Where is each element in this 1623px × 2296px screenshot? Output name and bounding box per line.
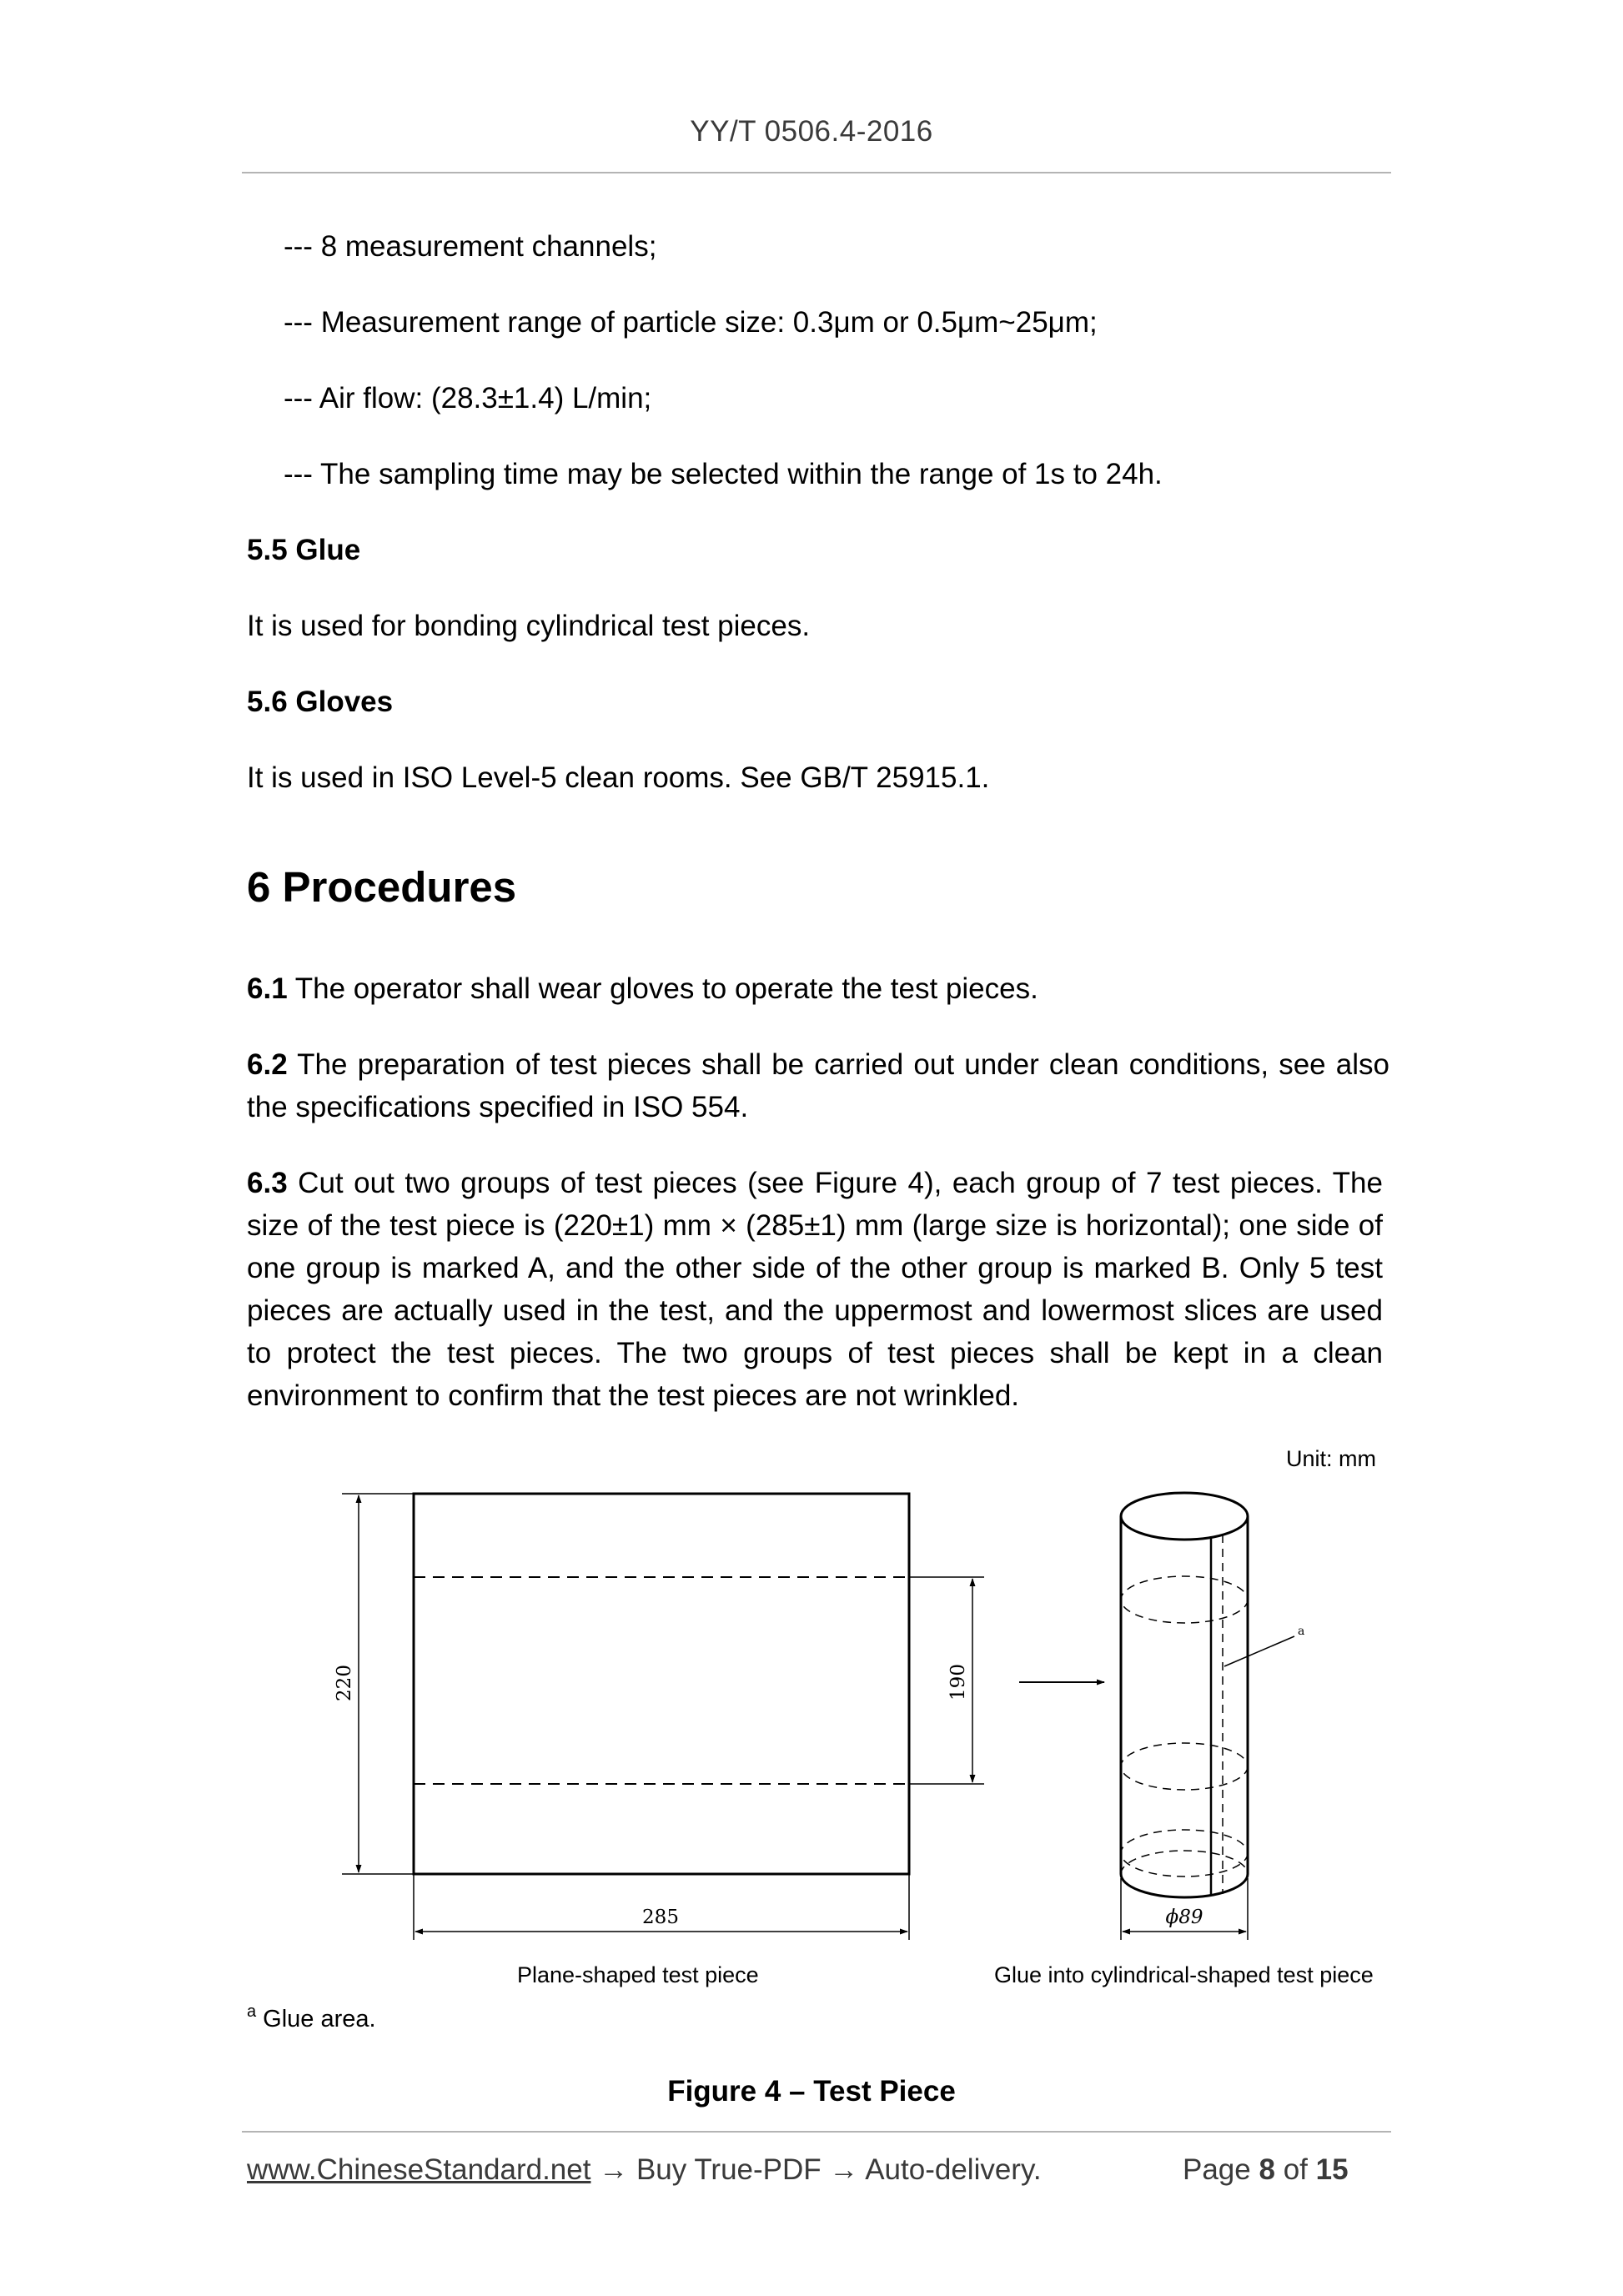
page-label: Page: [1183, 2153, 1251, 2186]
figure-title: Figure 4 – Test Piece: [667, 2075, 956, 2108]
clause-text: The preparation of test pieces shall be carried out under clean conditions, see also the specifications specified in ISO 554.: [247, 1048, 1389, 1123]
glue-area-marker: a: [1298, 1625, 1305, 1638]
page-number: [1183, 2153, 1349, 2187]
inner-dimension-label: 190: [947, 1664, 969, 1701]
caption-cylindrical-test-piece: Glue into cylindrical-shaped test piece: [994, 1962, 1374, 1987]
gloves-description: It is used in ISO Level-5 clean rooms. See GB/T 25915.1.: [247, 761, 990, 794]
of-label: of: [1283, 2153, 1308, 2186]
height-dimension-label: 220: [334, 1665, 355, 1701]
list-item: --- Measurement range of particle size: 0.3μm or 0.5μm~25μm;: [284, 306, 1098, 339]
clause-number: 6.2: [247, 1048, 288, 1081]
glue-description: It is used for bonding cylindrical test pieces.: [247, 610, 811, 642]
website-link[interactable]: www.ChineseStandard.net: [247, 2153, 591, 2186]
unit-label: Unit: mm: [1286, 1446, 1376, 1471]
clause-text: The operator shall wear gloves to operate the test pieces.: [287, 972, 1038, 1005]
caption-plane-test-piece: Plane-shaped test piece: [517, 1962, 759, 1987]
cylinder-test-piece: [1121, 1493, 1248, 1897]
footer-promo: [247, 2153, 1042, 2187]
subsection-heading-gloves: 5.6 Gloves: [247, 686, 394, 718]
clause-text: Cut out two groups of test pieces (see Figure 4), each group of 7 test pieces. The size of the test piece is (220±1) mm × (285±1) mm (large size is horizontal); one side of one group is marked A, and the other side of the other group is marked B. Only 5 test pieces are actually used in the test, and the uppermost and lowermost slices are used to protect the test pieces. The two groups of test pieces shall be kept in a clean environment to confirm that the test pieces are not wrinkled.: [247, 1167, 1383, 1412]
diameter-dimension-label: ϕ89: [1165, 1907, 1203, 1928]
footer-step-buy: Buy True-PDF: [636, 2153, 822, 2186]
width-dimension-label: 285: [642, 1907, 679, 1928]
list-item: --- Air flow: (28.3±1.4) L/min;: [284, 382, 652, 414]
page-current: 8: [1259, 2153, 1275, 2186]
footer-step-delivery: Auto-delivery.: [865, 2153, 1042, 2186]
list-item: --- 8 measurement channels;: [284, 230, 657, 263]
document-id-header: YY/T 0506.4-2016: [690, 115, 933, 148]
footnote-marker: a: [247, 2002, 257, 2021]
page-total: 15: [1315, 2153, 1349, 2186]
glue-area-leader-line: [1224, 1636, 1294, 1666]
arrow-right-icon: →: [829, 2153, 859, 2186]
footnote-text: Glue area.: [256, 2006, 376, 2032]
list-item: --- The sampling time may be selected within the range of 1s to 24h.: [284, 458, 1163, 490]
plane-test-piece: [414, 1494, 909, 1874]
footnote-glue-area: [247, 2002, 376, 2033]
subsection-heading-glue: 5.5 Glue: [247, 534, 361, 566]
clause-number: 6.3: [247, 1167, 288, 1199]
section-heading-procedures: 6 Procedures: [247, 863, 517, 911]
clause-number: 6.1: [247, 972, 288, 1005]
footer-divider: [242, 2131, 1391, 2133]
arrow-right-icon: →: [599, 2153, 629, 2186]
glue-area-strip: [1211, 1535, 1223, 1896]
